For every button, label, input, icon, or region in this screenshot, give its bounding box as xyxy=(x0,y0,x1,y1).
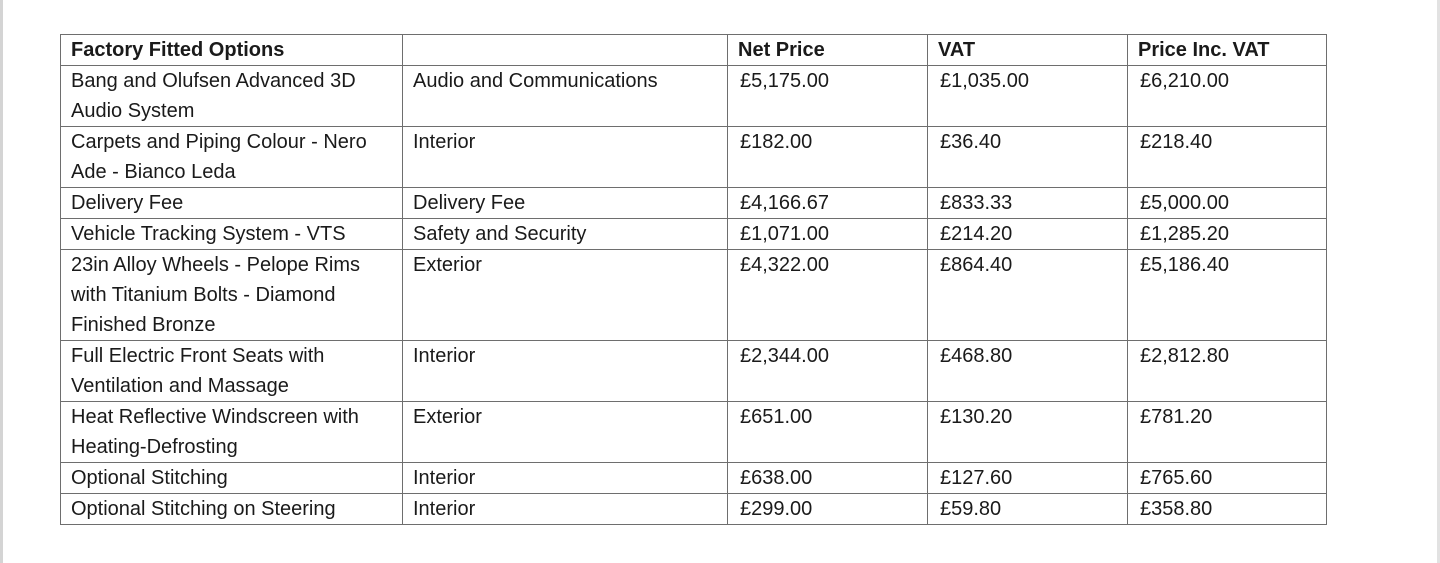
option-cell: Delivery Fee xyxy=(61,188,403,219)
table-row xyxy=(61,402,1327,463)
table-row xyxy=(61,188,1327,219)
total-cell: £5,186.40 xyxy=(1128,250,1327,341)
header-option: Factory Fitted Options xyxy=(61,35,403,66)
category-cell: Interior xyxy=(403,494,728,525)
category-cell: Safety and Security xyxy=(403,219,728,250)
vat-cell: £468.80 xyxy=(928,341,1128,402)
option-cell: Optional Stitching xyxy=(61,463,403,494)
header-price-inc-vat: Price Inc. VAT xyxy=(1128,35,1327,66)
net-price-cell: £5,175.00 xyxy=(728,66,928,127)
category-cell: Interior xyxy=(403,341,728,402)
net-price-cell: £299.00 xyxy=(728,494,928,525)
table-row xyxy=(61,250,1327,341)
option-cell: Vehicle Tracking System - VTS xyxy=(61,219,403,250)
net-price-cell: £638.00 xyxy=(728,463,928,494)
category-cell: Interior xyxy=(403,127,728,188)
net-price-cell: £651.00 xyxy=(728,402,928,463)
page-edge-left xyxy=(0,0,3,563)
table-row xyxy=(61,341,1327,402)
vat-cell: £36.40 xyxy=(928,127,1128,188)
total-cell: £1,285.20 xyxy=(1128,219,1327,250)
category-cell: Exterior xyxy=(403,250,728,341)
vat-cell: £833.33 xyxy=(928,188,1128,219)
category-cell: Exterior xyxy=(403,402,728,463)
net-price-cell: £2,344.00 xyxy=(728,341,928,402)
total-cell: £2,812.80 xyxy=(1128,341,1327,402)
total-cell: £781.20 xyxy=(1128,402,1327,463)
vat-cell: £1,035.00 xyxy=(928,66,1128,127)
table-row xyxy=(61,463,1327,494)
total-cell: £6,210.00 xyxy=(1128,66,1327,127)
header-row xyxy=(61,35,1327,66)
header-category xyxy=(403,35,728,66)
vat-cell: £214.20 xyxy=(928,219,1128,250)
vat-cell: £127.60 xyxy=(928,463,1128,494)
header-net-price: Net Price xyxy=(728,35,928,66)
table-row xyxy=(61,494,1327,525)
option-cell: Heat Reflective Windscreen with Heating-Defrosting xyxy=(61,402,403,463)
table-row xyxy=(61,219,1327,250)
net-price-cell: £182.00 xyxy=(728,127,928,188)
table-header xyxy=(61,35,1327,66)
option-cell: 23in Alloy Wheels - Pelope Rims with Titanium Bolts - Diamond Finished Bronze xyxy=(61,250,403,341)
category-cell: Delivery Fee xyxy=(403,188,728,219)
option-cell: Bang and Olufsen Advanced 3D Audio System xyxy=(61,66,403,127)
total-cell: £218.40 xyxy=(1128,127,1327,188)
total-cell: £358.80 xyxy=(1128,494,1327,525)
category-cell: Interior xyxy=(403,463,728,494)
net-price-cell: £1,071.00 xyxy=(728,219,928,250)
total-cell: £765.60 xyxy=(1128,463,1327,494)
option-cell: Full Electric Front Seats with Ventilation and Massage xyxy=(61,341,403,402)
table-row xyxy=(61,127,1327,188)
total-cell: £5,000.00 xyxy=(1128,188,1327,219)
net-price-cell: £4,322.00 xyxy=(728,250,928,341)
category-cell: Audio and Communications xyxy=(403,66,728,127)
vat-cell: £59.80 xyxy=(928,494,1128,525)
factory-options-table xyxy=(60,34,1327,525)
table-body xyxy=(61,66,1327,525)
vat-cell: £864.40 xyxy=(928,250,1128,341)
option-cell: Carpets and Piping Colour - Nero Ade - Bianco Leda xyxy=(61,127,403,188)
table-row xyxy=(61,66,1327,127)
option-cell: Optional Stitching on Steering xyxy=(61,494,403,525)
vat-cell: £130.20 xyxy=(928,402,1128,463)
header-vat: VAT xyxy=(928,35,1128,66)
net-price-cell: £4,166.67 xyxy=(728,188,928,219)
